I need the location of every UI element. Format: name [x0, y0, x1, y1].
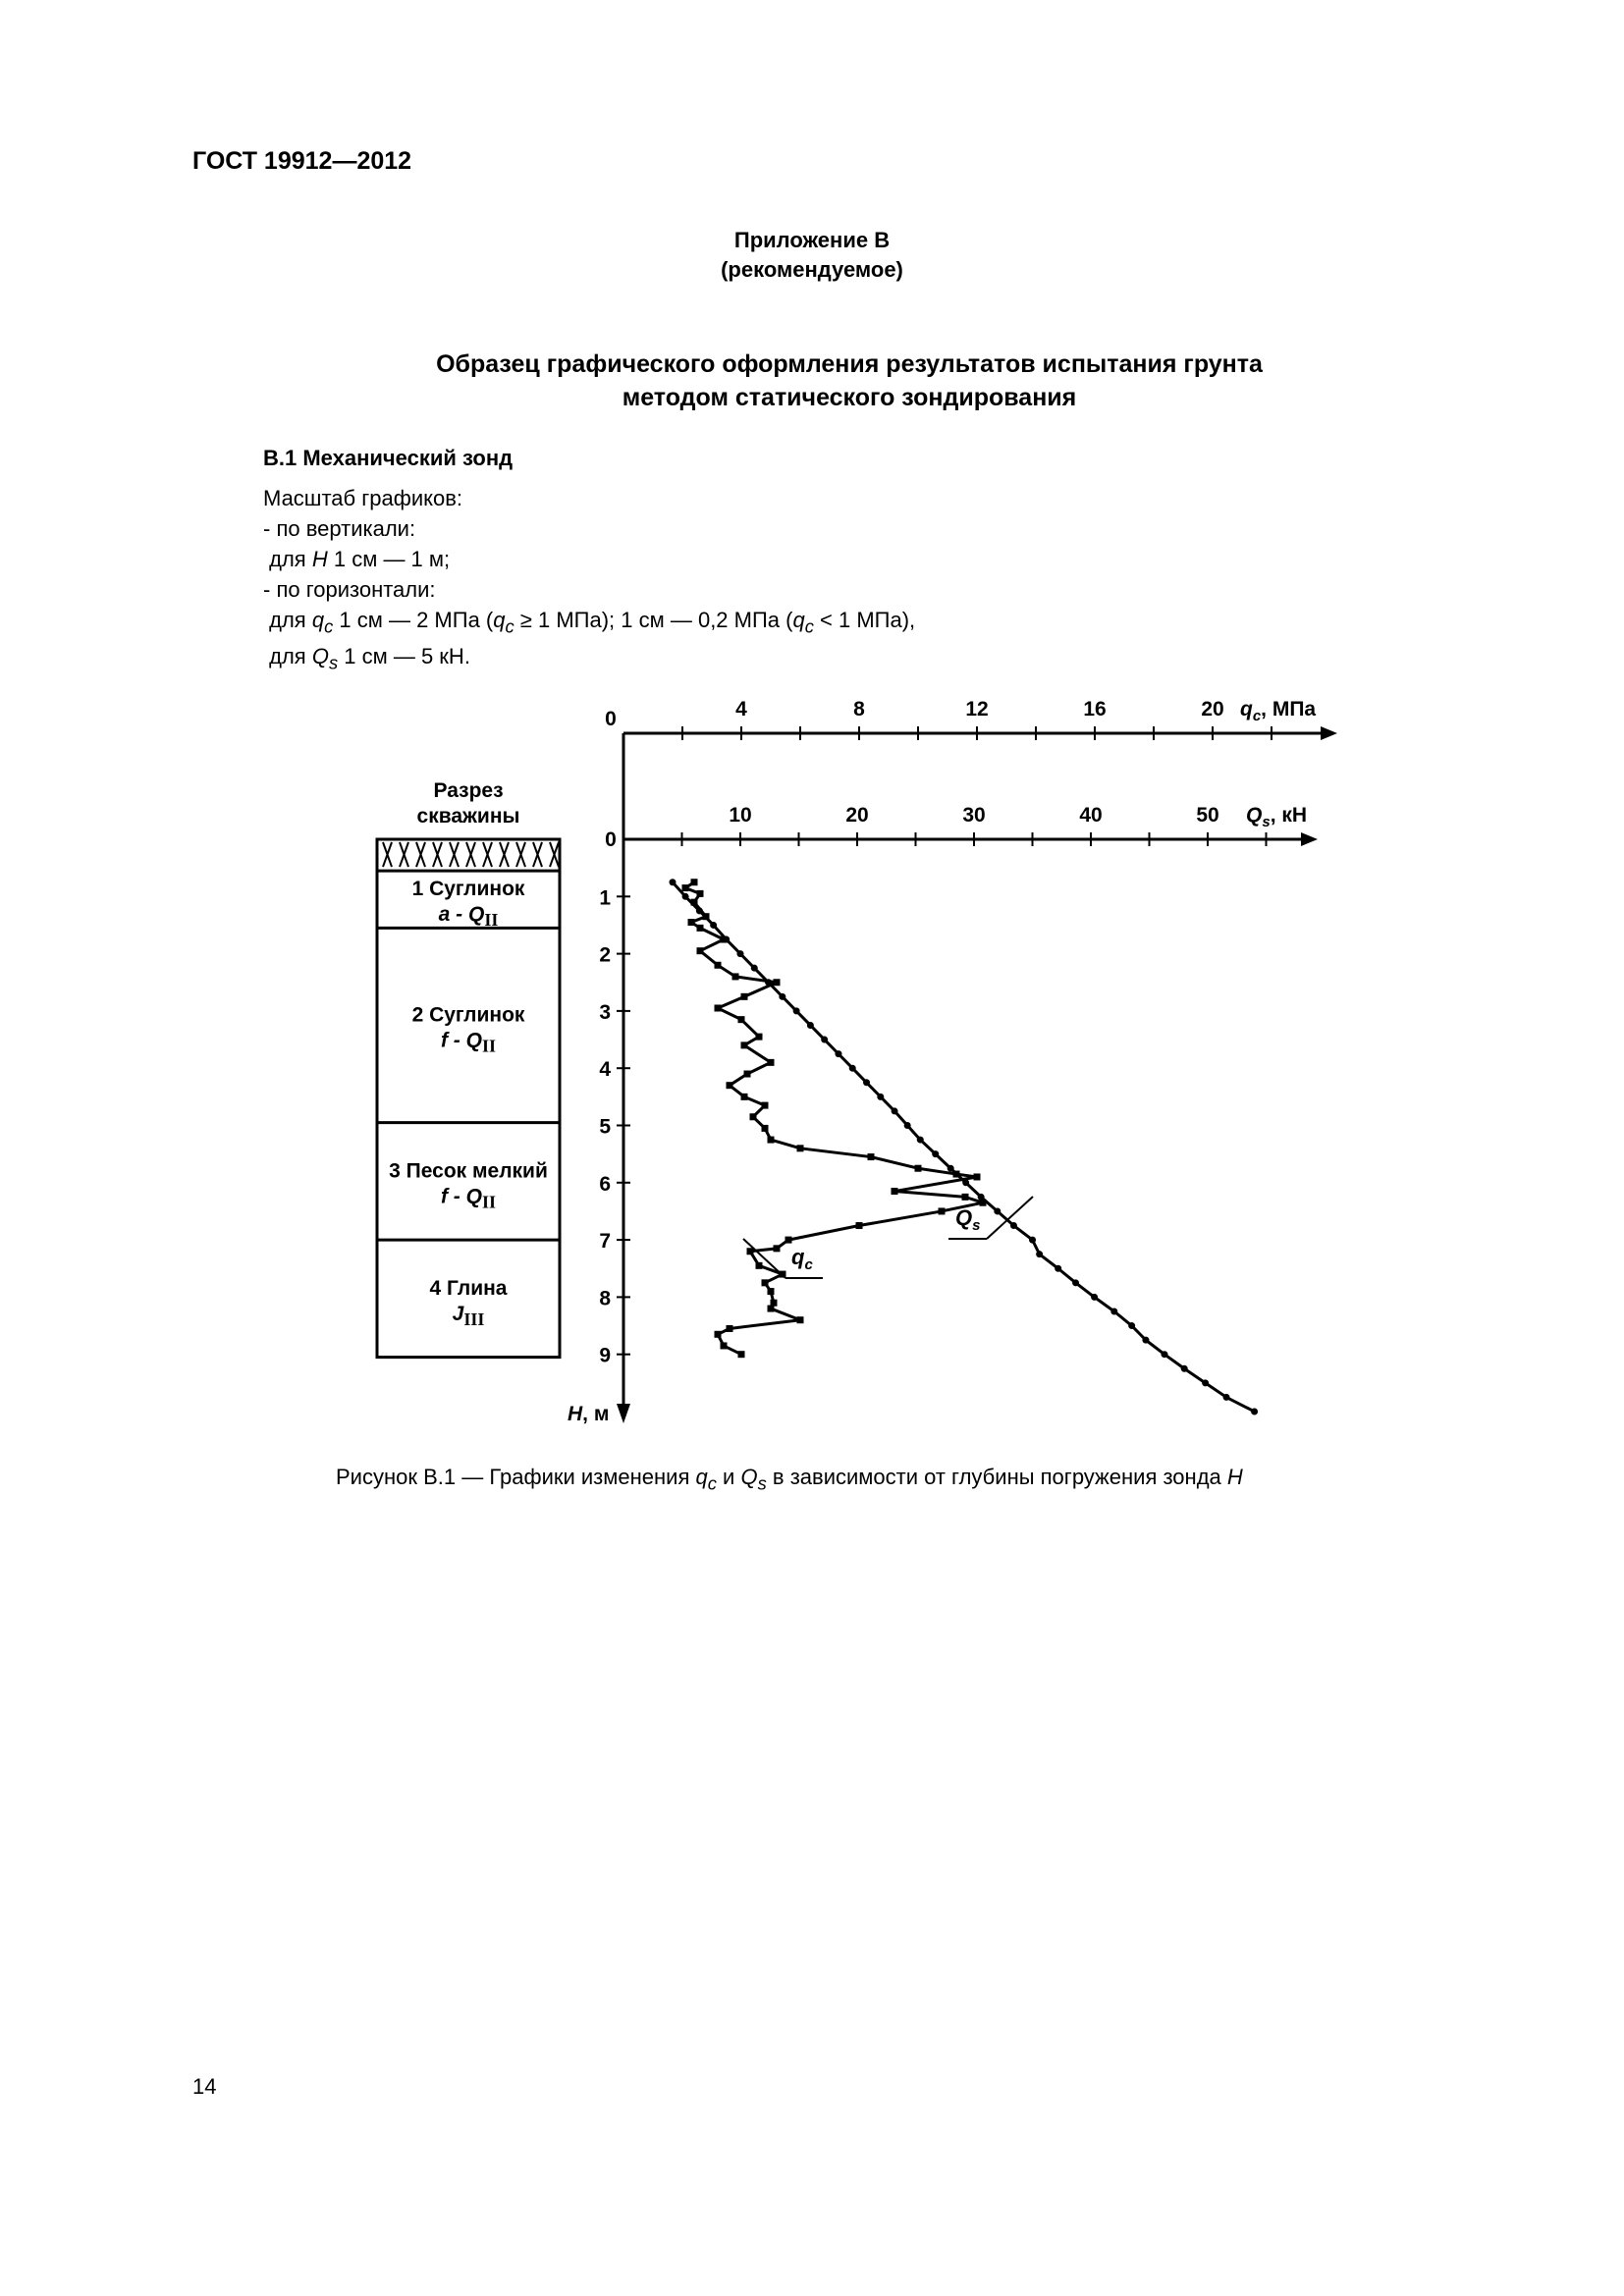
qc-point [750, 1113, 757, 1120]
qc-point [762, 1125, 769, 1132]
qc-point [741, 993, 748, 1000]
qs-point [917, 1137, 924, 1144]
depth-axis-tick-label: 5 [599, 1115, 611, 1139]
qc-axis-tick-label: 12 [965, 698, 989, 721]
qs-point [1251, 1409, 1258, 1415]
qs-point [978, 1194, 985, 1201]
qs-point [994, 1207, 1001, 1214]
qc-point [868, 1153, 875, 1160]
depth-axis-tick-label: 2 [599, 943, 611, 967]
depth-axis-tick-label: 7 [599, 1230, 611, 1254]
qs-point [1036, 1251, 1043, 1257]
qc-point [721, 1342, 728, 1349]
depth-axis [568, 733, 630, 1425]
depth-axis-tick-label: 4 [599, 1058, 611, 1082]
qc-point [697, 890, 704, 897]
qc-point [774, 1245, 781, 1252]
qc-point [785, 1237, 792, 1244]
section-heading-line-2: методом статического зондирования [622, 384, 1077, 411]
scale-intro: Масштаб графиков: [263, 486, 463, 510]
depth-axis-label: H, м [568, 1403, 610, 1425]
qc-axis [605, 698, 1337, 740]
qc-axis-zero-label: 0 [605, 708, 617, 730]
layer-index: a - QII [438, 903, 499, 931]
layer-label: 4 Глина [429, 1276, 508, 1300]
scale-qc-rule: для $q_c$ 1 см — 2 МПа ($q_c \ge 1$ МПа); 1 см — 0,2 МПа ($q_c < 1$ МПа), [269, 608, 916, 637]
qs-axis-label: $Q_s$, кН [1246, 804, 1308, 830]
qs-point [723, 936, 730, 943]
qs-point [849, 1065, 856, 1072]
qc-point [974, 1173, 981, 1180]
depth-axis-tick-label: 3 [599, 1000, 611, 1024]
qs-point [863, 1079, 870, 1086]
qs-point [1181, 1365, 1188, 1372]
qs-point [779, 993, 785, 1000]
qs-point [1055, 1265, 1061, 1272]
qc-point [715, 1004, 722, 1011]
qc-point [768, 1288, 775, 1295]
qs-axis-tick-label: 50 [1196, 804, 1219, 827]
qc-point [856, 1222, 863, 1229]
qc-point [741, 1094, 748, 1100]
layer-label: 2 Суглинок [411, 1003, 525, 1027]
qs-axis-tick-label: 20 [845, 804, 869, 827]
qs-point [1128, 1322, 1135, 1329]
qc-point [768, 1059, 775, 1066]
qc-point [915, 1165, 922, 1172]
qc-point [774, 979, 781, 986]
qs-point [1202, 1379, 1209, 1386]
qc-point [797, 1145, 804, 1151]
qc-point [727, 1325, 733, 1332]
qc-point [962, 1194, 969, 1201]
qs-point [892, 1107, 898, 1114]
layer-label: 1 Суглинок [411, 878, 525, 901]
depth-axis-tick-label: 8 [599, 1287, 611, 1310]
svg-text:qc: $q_c$ [791, 1245, 813, 1273]
document-code: ГОСТ 19912—2012 [192, 147, 412, 175]
qc-point [744, 1071, 751, 1078]
qs-point [821, 1037, 828, 1043]
qc-point [741, 1041, 748, 1048]
qc-point [715, 962, 722, 969]
annex-title: Приложение В [733, 228, 891, 252]
qs-curve-label [948, 1197, 1033, 1239]
scale-vertical-rule: для H 1 см — 1 м; [269, 547, 451, 571]
qs-point [669, 879, 676, 885]
qc-point [738, 1016, 745, 1023]
column-title-line-1: Разрез [433, 779, 504, 802]
page-number: 14 [192, 2074, 217, 2099]
qs-point [793, 1007, 800, 1014]
qs-point [737, 950, 744, 957]
qs-point [710, 922, 717, 929]
Qs-curve [673, 882, 1255, 1412]
qc-axis-label: $q_c$, МПа [1240, 698, 1317, 724]
qc-point [768, 1137, 775, 1144]
annex-kind: (рекомендуемое) [721, 257, 903, 282]
qs-axis-tick-label: 40 [1079, 804, 1103, 827]
qs-point [1161, 1351, 1167, 1358]
qs-point [1072, 1279, 1079, 1286]
qs-point [1091, 1294, 1098, 1301]
layer-index: f - QII [440, 1029, 497, 1056]
qs-axis [605, 804, 1318, 851]
qs-axis-tick-label: 30 [962, 804, 986, 827]
layer-index: JIII [452, 1302, 485, 1329]
layer-label: 3 Песок мелкий [389, 1159, 548, 1183]
scale-horizontal: - по горизонтали: [263, 577, 436, 602]
column-title-line-2: скважины [416, 805, 520, 828]
figure-caption: Рисунок В.1 — Графики изменения $q_c$ и $Q_s$ в зависимости от глубины погружения зонда H [336, 1465, 1243, 1494]
section-heading-line-1: Образец графического оформления результатов испытания грунта [436, 350, 1263, 378]
qc-point [756, 1034, 763, 1041]
qs-point [1010, 1222, 1017, 1229]
qs-axis-zero-label: 0 [605, 828, 617, 851]
qc-point [762, 1279, 769, 1286]
qs-point [904, 1122, 911, 1129]
qs-point [682, 893, 689, 900]
qc-axis-tick-label: 4 [735, 698, 747, 721]
qc-axis-tick-label: 8 [853, 698, 865, 721]
qc-point [797, 1316, 804, 1323]
qc-point [762, 1102, 769, 1109]
qs-point [1223, 1394, 1230, 1401]
scale-vertical: - по вертикали: [263, 516, 416, 541]
qs-point [877, 1094, 884, 1100]
qs-point [807, 1022, 814, 1029]
qs-point [835, 1050, 841, 1057]
qc-point [727, 1082, 733, 1089]
qc-point [747, 1248, 754, 1255]
qc-axis-tick-label: 20 [1201, 698, 1224, 721]
layer-index: f - QII [440, 1185, 497, 1212]
qc-curve [685, 882, 983, 1355]
qc-point [756, 1262, 763, 1269]
depth-axis-tick-label: 1 [599, 886, 611, 910]
qc-point [939, 1207, 946, 1214]
qs-point [947, 1165, 954, 1172]
borehole-column [377, 779, 560, 1358]
qs-point [765, 979, 772, 986]
qc-point [697, 925, 704, 932]
subsection-title: В.1 Механический зонд [263, 446, 514, 470]
qs-point [1142, 1337, 1149, 1344]
qc-axis-tick-label: 16 [1083, 698, 1107, 721]
qc-point [688, 919, 695, 926]
qs-point [932, 1150, 939, 1157]
qc-point [768, 1306, 775, 1312]
depth-axis-tick-label: 9 [599, 1344, 611, 1367]
qc-point [691, 879, 698, 885]
qs-axis-tick-label: 10 [729, 804, 752, 827]
qs-point [696, 907, 703, 914]
qs-point [1110, 1308, 1117, 1314]
qc-point [892, 1188, 898, 1195]
qc-point [697, 947, 704, 954]
qc-point [715, 1331, 722, 1338]
qc-point [738, 1351, 745, 1358]
qs-point [962, 1179, 969, 1186]
qc-point [732, 973, 739, 980]
depth-axis-tick-label: 6 [599, 1172, 611, 1196]
svg-text:Qs: $Q_s$ [955, 1205, 981, 1234]
qs-point [751, 965, 758, 972]
scale-qs-rule: для $Q_s$ 1 см — 5 кН. [269, 644, 470, 673]
qs-point [1029, 1237, 1036, 1244]
qc-point [682, 884, 689, 891]
